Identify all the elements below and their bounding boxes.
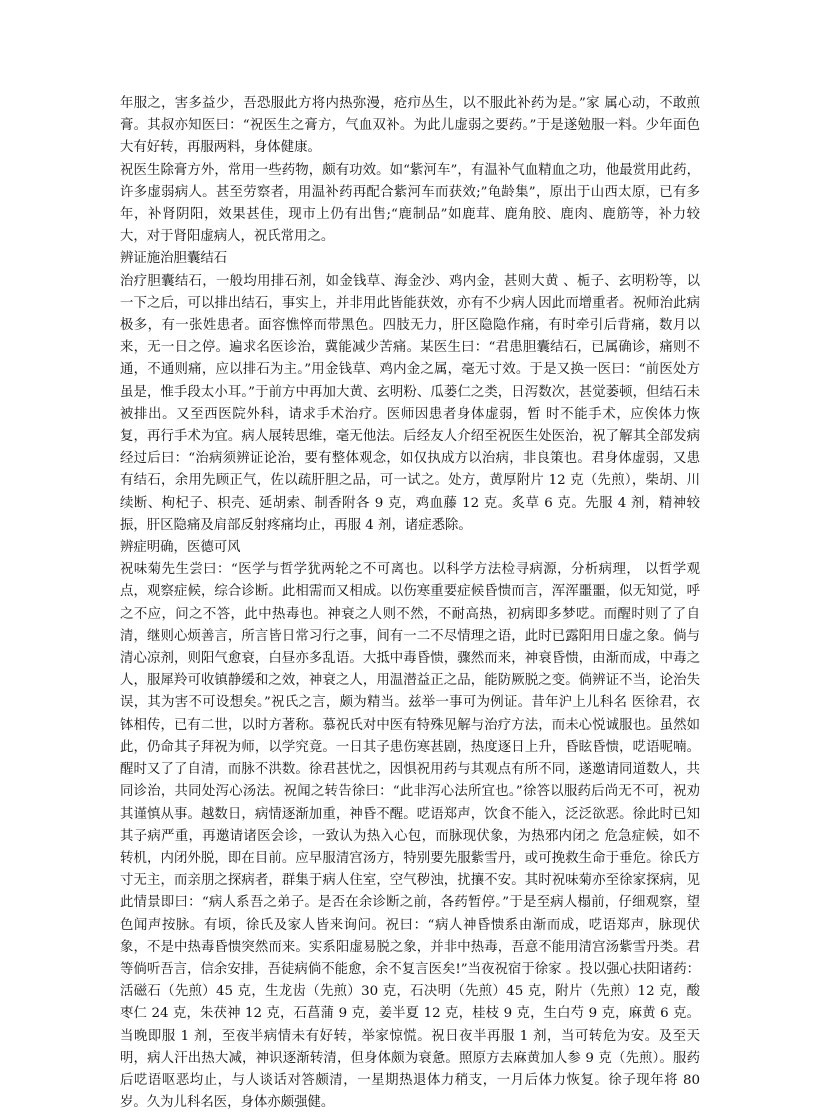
section-heading: 辨证施治胆囊结石: [120, 251, 228, 267]
section-heading: 辨症明确，医德可风: [120, 540, 241, 556]
paragraph: 祝味菊先生尝曰：“医学与哲学犹两轮之不可离也。以科学方法检寻病源，分析病理， 以哲学观点，观察症候，综合诊断。此相需而又相成。以伤寒重要症候昏愦而言，浑浑噩噩，似无知觉，呼之不应，问之不答，此中热毒也。神衰之人则不然，不耐高热，初病即多梦呓。而醒时则了了自清，继则心烦善言，所言皆日常习行之事，间有一二不尽情理之语，此时已露阳用日虚之象。倘与清心凉剂，则阳气愈衰，白昼亦多乱语。大抵中毒昏愦，骤然而来，神衰昏愦，由渐而成，中毒之人，服犀羚可收镇静缓和之效，神衰之人，用温潜益正之品，能防厥脱之变。倘辨证不当，论治失误，其为害不可设想矣。”祝氏之言，颇为精当。兹举一事可为例证。昔年沪上儿科名 医徐君，衣钵相传，已有二世，以时方著称。慕祝氏对中医有特殊见解与治疗方法，而未心悦诚服也。虽然如此，仍命其子拜祝为师，以学究竟。一日其子患伤寒甚剧，热度逐日上升，昏眩昏愦，呓语呢喃。醒时又了了自清，而脉不洪数。徐君甚忧之，因惧祝用药与其观点有所不同，遂邀请同道数人，共同诊治，共同处泻心汤法。祝闻之转告徐曰：“此非泻心法所宜也。”徐答以服药后尚无不可，祝劝其谨慎从事。越数日，病情逐渐加重，神昏不醒。呓语郑声，饮食不能入，泛泛欲恶。徐此时已知其子病严重，再邀请诸医会诊，一致认为热入心包，而脉现伏象，为热邪内闭之 危急症候，如不转机，内闭外脱，即在目前。应早服清宫汤方，特别要先服紫雪丹，或可挽救生命于垂危。徐氏方寸无主，而亲朋之探病者，群集于病人住室，空气秽浊，扰攘不安。其时祝味菊亦至徐家探病，见此情景即曰：“病人系吾之弟子。是否在余诊断之前，各药暂停。”于是至病人榻前，仔细观察，望色闻声按脉。有顷，徐氏及家人皆来询问。祝曰：“病人神昏愦系由渐而成，呓语郑声，脉现伏象，不是中热毒昏愦突然而来。实系阳虚易脱之象，并非中热毒，吾意不能用清宫汤紫雪丹类。君等倘听吾言，信余安排，吾徒病倘不能愈，余不复言医矣!”当夜祝宿于徐家 。投以强心扶阳诸药：活磁石（先煎）45 克，生龙齿（先煎）30 克，石决明（先煎）45 克，附片（先煎）12 克，酸枣仁 24 克，朱茯神 12 克，石菖蒲 9 克，姜半夏 12 克，桂枝 9 克，生白芍 9 克，麻黄 6 克。当晚即服 1 剂，至夜半病情未有好转，举家惊慌。祝日夜半再服 1 剂，当可转危为安。及至天明，病人汗出热大减，神识逐渐转清，但身体颇为衰惫。照原方去麻黄加人参 9 克（先煎）。服药后呓语呕恶均止，与人谈话对答颇清，一星期热退体力稍支，一月后体力恢复。徐子现年将 80 岁。久为儿科名医，身体亦颇强健。: [120, 562, 700, 1111]
document-page: [120, 93, 700, 1114]
paragraph: 年服之，害多益少，吾恐服此方将内热弥漫，疮疖丛生，以不服此补药为是。”家 属心动，不敢煎膏。其叔亦知医曰：“祝医生之膏方，气血双补。为此儿虚弱之要药。”于是遂勉服一料。少年面色大有好转，再服两料，身体健康。: [120, 96, 700, 156]
paragraph: 祝医生除膏方外，常用一些药物，颇有功效。如“紫河车”，有温补气血精血之功，他最赏用此药，许多虚弱病人。甚至劳察者，用温补药再配合紫河车而获效;”龟龄集”，原出于山西太原，已有多年，补肾阴阳，效果甚佳，现市上仍有出售;“鹿制品”如鹿茸、鹿角胶、鹿肉、鹿筋等，补力较大，对于肾阳虚病人，祝氏常用之。: [120, 162, 700, 245]
paragraph: 治疗胆囊结石，一般均用排石剂，如金钱草、海金沙、鸡内金，甚则大黄 、栀子、玄明粉等，以一下之后，可以排出结石，事实上，并非用此皆能获效，亦有不少病人因此而增重者。祝师治此病极多，有一张姓患者。面容憔悴而带黑色。四肢无力，肝区隐隐作痛，有时牵引后背痛，数月以来，无一日之停。遍求名医诊治，冀能减少苦痛。某医生曰：“君患胆囊结石，已属确诊，痛则不通，不通则痛，应以排石为主。”用金钱草、鸡内金之属，毫无寸效。于是又换一医曰：“前医处方虽是，惟手段太小耳。”于前方中再加大黄、玄明粉、瓜蒌仁之类，日泻数次，甚觉萎顿，但结石未被排出。又至西医院外科，请求手术治疗。医师因患者身体虚弱，暂 时不能手术，应俟体力恢复，再行手术为宜。病人展转思维，毫无他法。后经友人介绍至祝医生处医治，祝了解其全部发病经过后曰：“治病须辨证论治，要有整体观念，如仅执成方以治病，非良策也。君身体虚弱，又患有结石，余用先顾正气，佐以疏肝胆之品，可一试之。处方，黄厚附片 12 克（先煎），柴胡、川续断、枸杞子、枳壳、延胡索、制香附各 9 克，鸡血藤 12 克。炙草 6 克。先服 4 剂，精神较振，肝区隐痛及肩部反射疼痛均止，再服 4 剂，诸症悉除。: [120, 273, 700, 533]
